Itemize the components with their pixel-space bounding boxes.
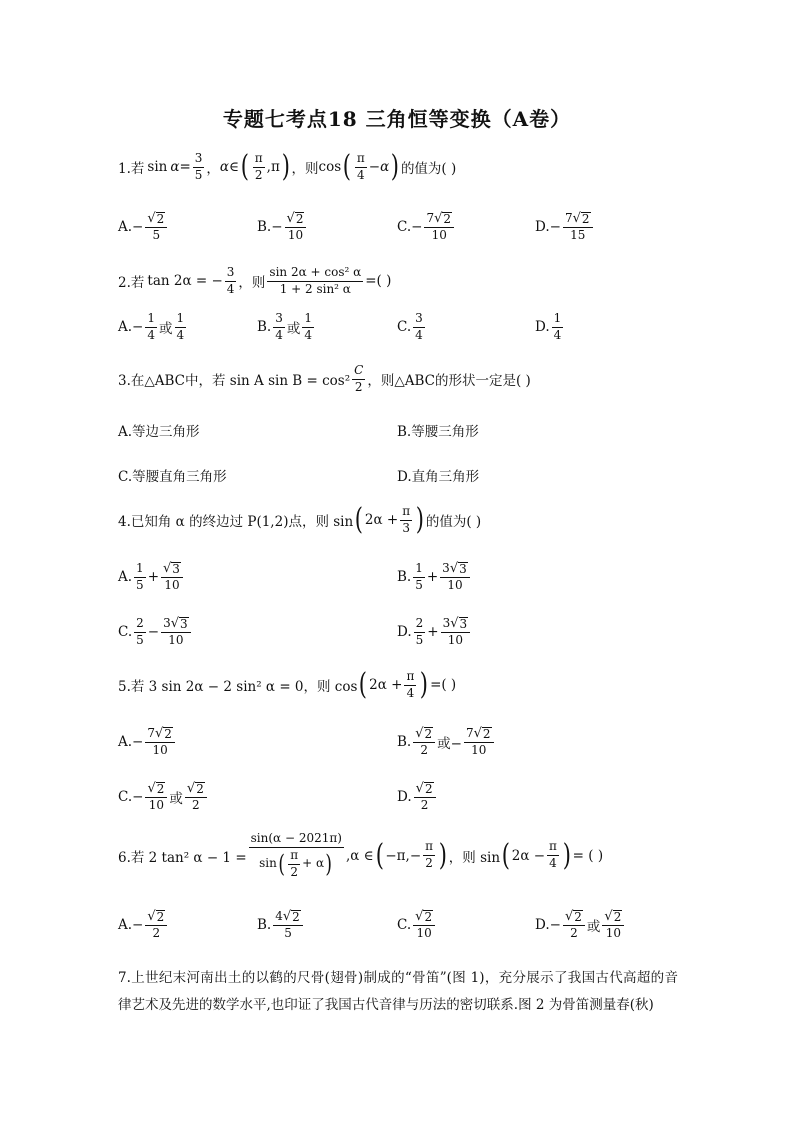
page-title: 专题七考点18 三角恒等变换（A卷） [222,107,572,131]
q4-tail: 的值为( ) [425,514,482,531]
q1-lparen: ( [240,149,250,185]
q6-option-a[interactable]: A. − √ 2 2 [118,910,169,941]
q4-inner: 2α + [364,512,399,529]
question-3 [118,364,531,395]
q5-lparen: ( [359,667,368,703]
q3-frac: $\frac{C}{2}$ [354,363,364,394]
question-7: 7.上世纪末河南出土的以鹤的尺骨(翅骨)制成的“骨笛”(图 1)，充分展示了我国古代高超的音律艺术及先进的数学水平,也印证了我国古代音律与历法的密切联系.图 2 为骨笛测量春(秋) [118,970,678,1013]
q6-hi-frac: $\frac{\pi}{2}$ [425,839,434,871]
q4-prefix: 4.已知角 α 的终边过 P(1,2)点，则 sin [118,514,354,531]
q1-pi-half: $\frac{\pi}{2}$ [254,151,263,182]
question-5 [118,667,457,703]
q6-option-c[interactable]: C. √ 2 10 [397,910,437,941]
q6-mid: ,α ∈ [345,847,374,864]
q5-inner: 2α + [369,677,403,694]
q1-in: ∈ [229,159,240,176]
q4-frac: $\frac{\pi}{3}$ [402,504,411,535]
q2-frac: $\frac{3}{4}$ [226,265,235,296]
q4-option-d[interactable]: D. $\frac{2}{5}$ + 3 √ 3 10 [397,617,472,648]
q1-alpha2: α [219,159,230,176]
q5-rparen: ) [420,667,429,703]
q2-option-a[interactable]: A. − $\frac{1}{4}$ 或 $\frac{1}{4}$ [118,311,185,342]
q4-option-a[interactable]: A. $\frac{1}{5}$ + √ 3 10 [118,562,185,593]
q1-option-b[interactable]: B. − √ 2 10 [257,212,308,243]
q1-eq: = [179,159,191,176]
q2-tan: tan 2α = − [147,273,223,290]
q1-option-c[interactable]: C. − 7 √ 2 10 [397,212,456,243]
q1-minus: − [368,159,381,176]
q6-rparen: ) [438,837,448,873]
q5-option-d[interactable]: D. √ 2 2 [397,782,438,813]
q1-pi-quarter: $\frac{\pi}{4}$ [356,151,365,182]
question-2 [118,266,391,297]
q6-inner: 2α − [511,847,546,864]
q5-frac: $\frac{\pi}{4}$ [406,669,415,700]
q1-option-a[interactable]: A. − √ 2 5 [118,212,169,243]
question-4 [118,502,482,538]
q6-main-frac: sin(α − 2021π) sin ( $\frac{\pi}{2}$ + α ) [250,831,342,879]
question-1 [118,149,457,185]
q1-comma: ， [206,161,220,178]
question-6 [118,832,603,879]
q1-comma-pi: , [266,159,271,176]
q1-tail: 的值为( ) [400,161,457,178]
q4-option-c[interactable]: C. $\frac{2}{5}$ − 3 √ 3 10 [118,617,193,648]
q3-option-d[interactable]: D.直角三角形 [397,469,480,485]
q6-option-b[interactable]: B. 4 √ 2 5 [257,910,305,941]
q1-rparen: ) [281,149,290,185]
q3-option-b[interactable]: B.等腰三角形 [397,424,479,440]
q3-prefix: 3.在△ABC中，若 sin A sin B = cos² [118,373,351,390]
q4-rparen: ) [415,502,425,538]
q2-tail: =( ) [365,273,392,290]
q2-mid: ，则 [238,275,266,292]
q6-mid2: ，则 sin [448,849,501,866]
q1-frac: $\frac{3}{5}$ [194,151,203,182]
q5-option-c[interactable]: C. − √ 2 10 或 √ 2 2 [118,782,209,813]
q1-mid: ，则 [291,161,319,178]
q1-pi: π [270,159,280,176]
q2-option-c[interactable]: C. $\frac{3}{4}$ [397,311,423,342]
q1-lparen2: ( [342,149,352,185]
q6-option-d[interactable]: D. − √ 2 2 或 √ 2 10 [535,910,626,941]
q1-cos: cos [318,159,342,176]
q6-lparen: ( [375,837,384,873]
q1-rparen2: ) [390,149,400,185]
q4-lparen: ( [354,502,364,538]
q3-tail: ，则△ABC的形状一定是( ) [367,373,531,390]
q2-prefix: 2.若 [118,275,145,292]
q5-tail: =( ) [430,677,457,694]
q6-lo: −π,− [385,847,422,864]
q3-option-c[interactable]: C.等腰直角三角形 [118,469,227,485]
q1-sin: sin [147,159,168,176]
q2-expr: $\frac{\text{sin 2α + cos² α}}{\text{1 + 2 sin² α}}$ [269,265,362,296]
q6-lparen2: ( [501,837,510,873]
q1-prefix: 1.若 [118,161,145,178]
q4-option-b[interactable]: B. $\frac{1}{5}$ + 3 √ 3 10 [397,562,472,593]
q5-option-b[interactable]: B. √ 2 2 或− 7 √ 2 10 [397,727,496,758]
q2-option-b[interactable]: B. $\frac{3}{4}$ 或 $\frac{1}{4}$ [257,311,312,342]
q5-prefix: 5.若 3 sin 2α − 2 sin² α = 0，则 cos [118,679,358,696]
q3-option-a[interactable]: A.等边三角形 [118,424,200,440]
q6-frac: $\frac{\pi}{4}$ [549,839,557,871]
q2-option-d[interactable]: D. $\frac{1}{4}$ [535,311,562,342]
q1-option-d[interactable]: D. − 7 √ 2 15 [535,212,595,243]
q6-rparen2: ) [562,837,571,873]
q1-alpha: α [170,159,180,176]
q6-tail: = ( ) [572,847,604,864]
q5-option-a[interactable]: A. − 7 √ 2 10 [118,727,177,758]
q1-alpha3: α [380,159,390,176]
q6-prefix: 6.若 2 tan² α − 1 = [118,849,247,866]
